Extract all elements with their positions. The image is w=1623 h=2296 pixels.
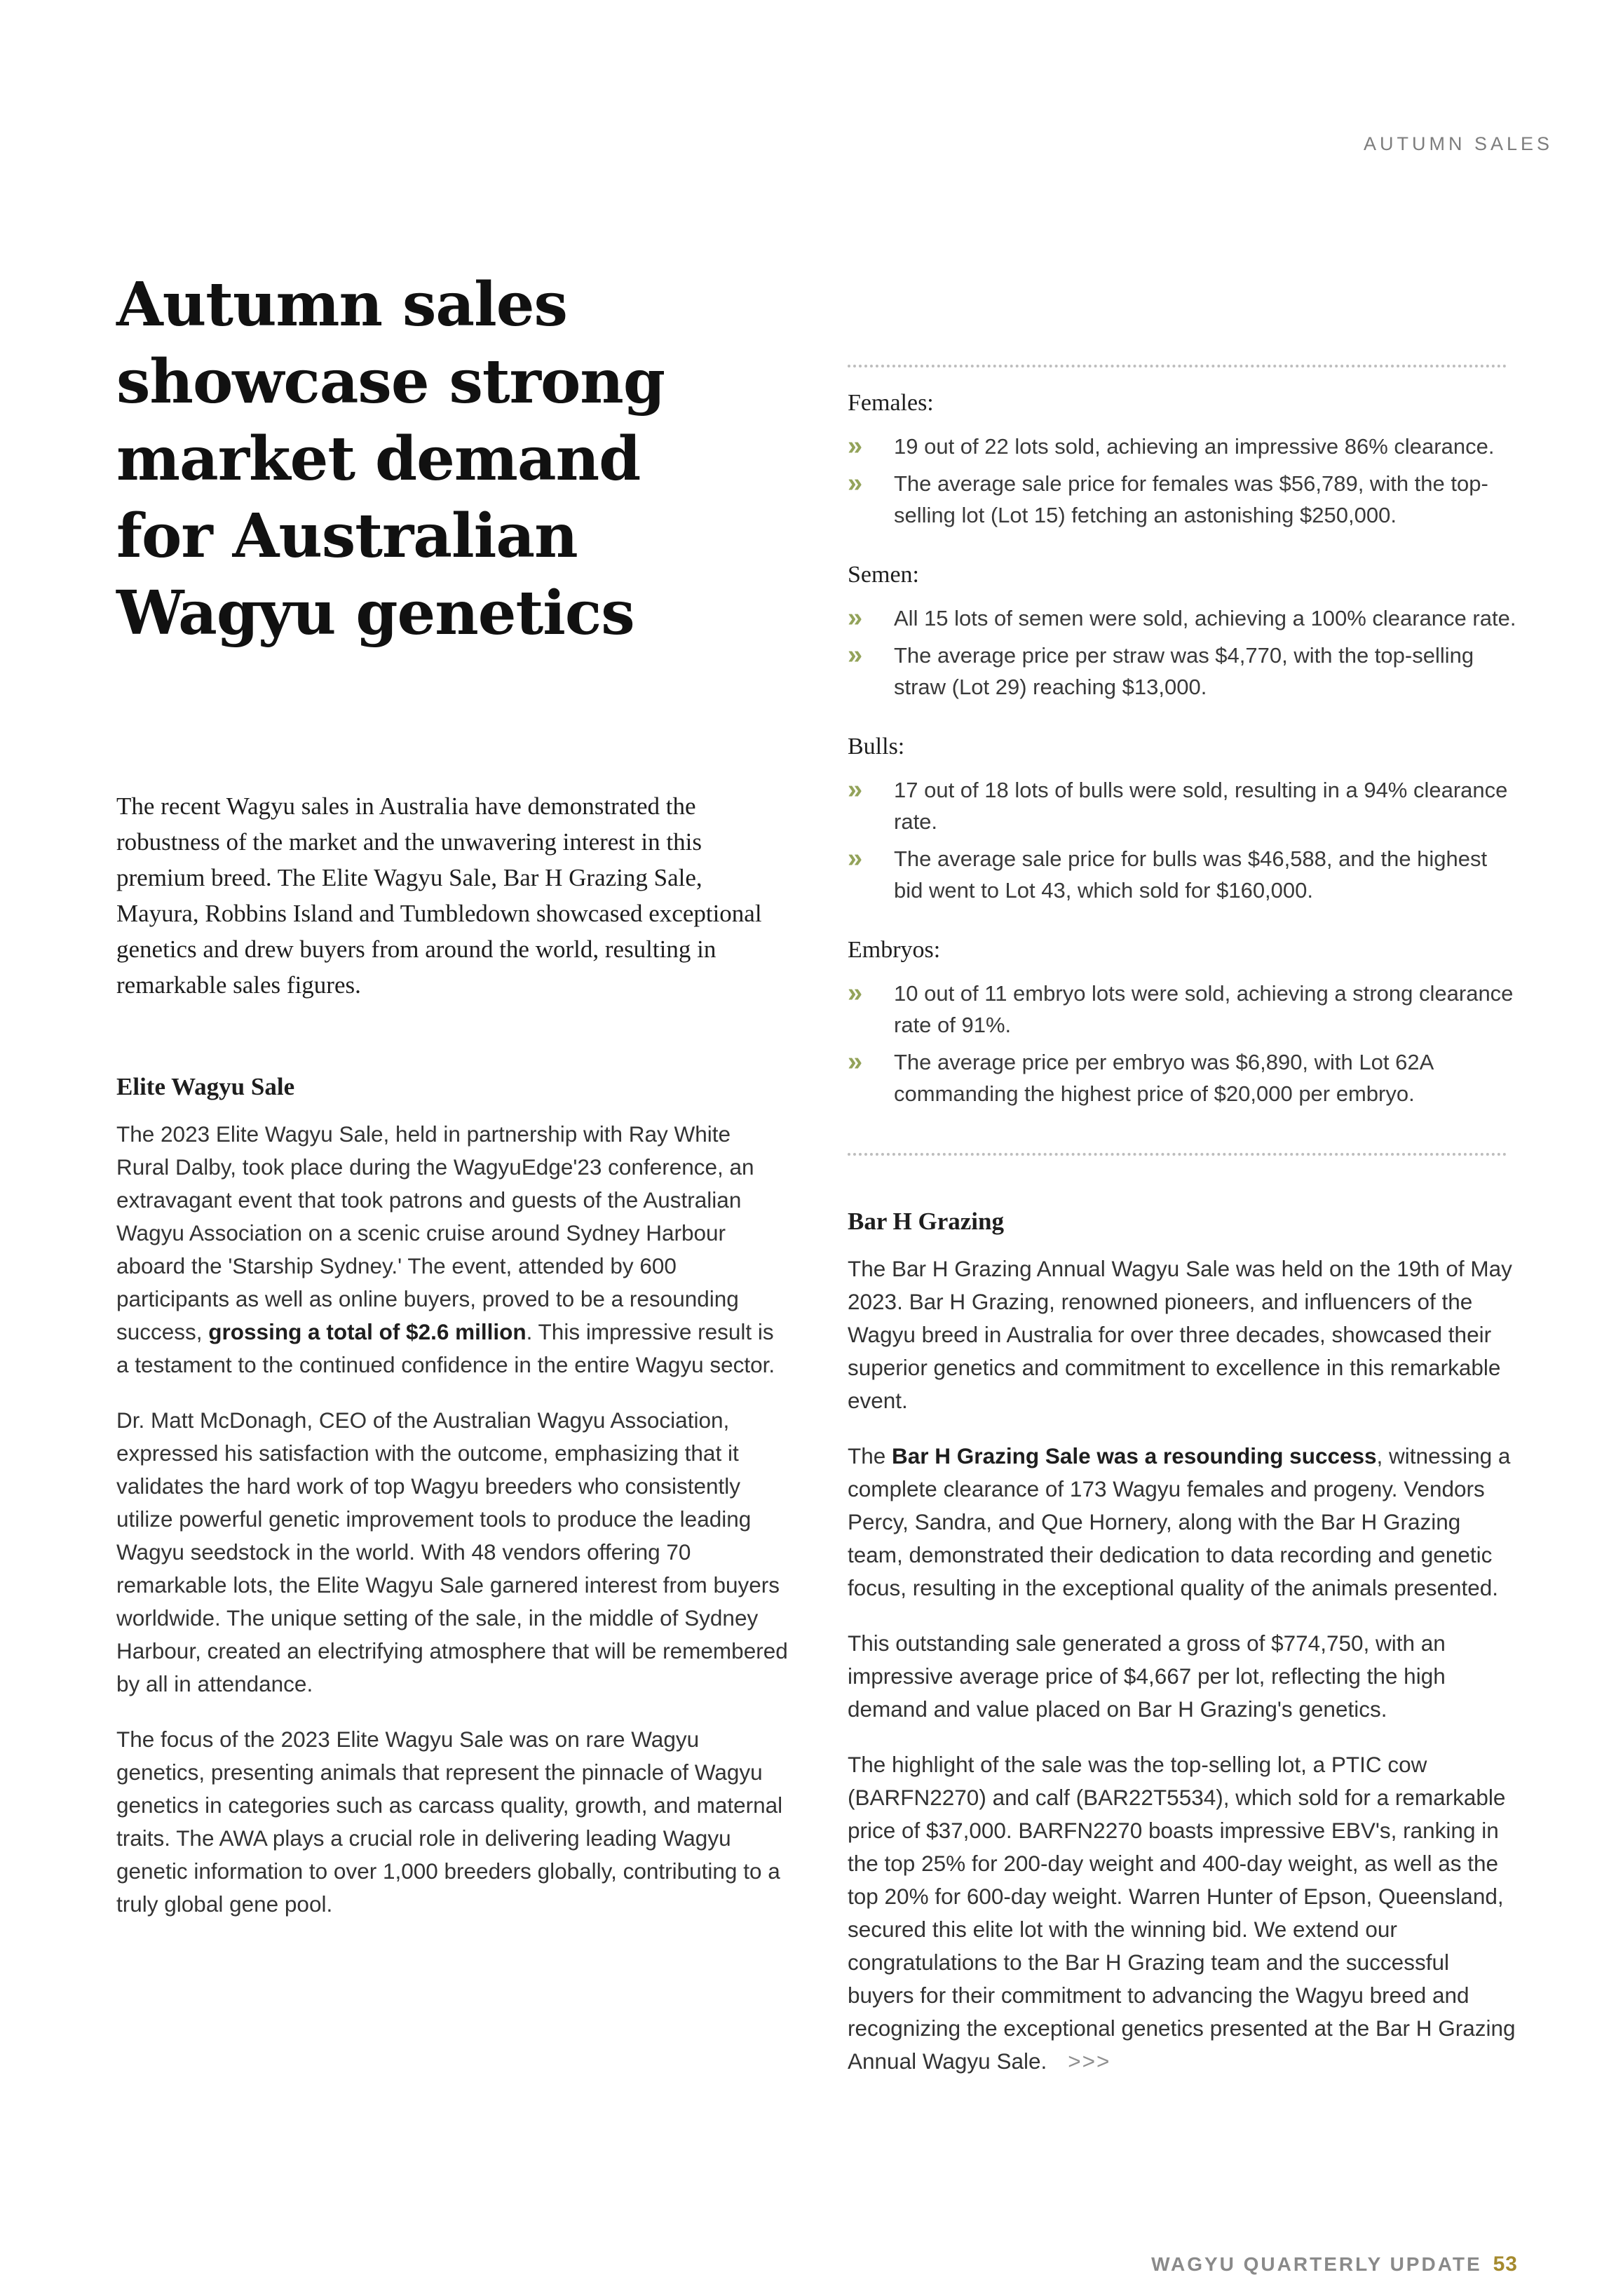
stats-bullet-text: 10 out of 11 embryo lots were sold, achieving a strong clearance rate of 91%. — [894, 981, 1514, 1037]
title-line: for Australian — [116, 501, 578, 572]
stats-bullet-item — [848, 1046, 1521, 1109]
stats-bullet-list — [848, 978, 1521, 1109]
double-chevron-icon: » — [848, 603, 863, 633]
stats-bullet-text: 19 out of 22 lots sold, achieving an impressive 86% clearance. — [894, 434, 1495, 459]
title-line: Wagyu genetics — [116, 578, 634, 649]
elite-p1-text: The 2023 Elite Wagyu Sale, held in partnership with Ray White Rural Dalby, took place during the WagyuEdge'23 conference, an extravagant event that took patrons and guests of the Australian Wagyu Association on a scenic cruise around Sydney Harbour aboard the 'Starship Sydney.' The event, attended by 600 participants as well as online buyers, proved to be a resounding success, — [116, 1121, 754, 1344]
bar-h-paragraph-1: The Bar H Grazing Annual Wagyu Sale was held on the 19th of May 2023. Bar H Grazing, renowned pioneers, and influencers of the Wagyu breed in Australia for over three decades, showcased their superior genetics and commitment to excellence in this remarkable event. — [848, 1256, 1512, 1413]
bar-h-p2-text-end: , witnessing a complete clearance of 173 Wagyu females and progeny. Vendors Percy, Sandra, and Que Hornery, along with the Bar H Grazing team, demonstrated their dedication to data recording and genetic focus, resulting in the exceptional quality of the animals presented. — [848, 1443, 1511, 1600]
stats-bullet-text: The average sale price for females was $56,789, with the top-selling lot (Lot 15) fetching an astonishing $250,000. — [894, 471, 1488, 527]
double-chevron-icon: » — [848, 468, 863, 498]
stats-category-label: Semen: — [848, 562, 919, 588]
continue-arrows-icon: >>> — [1068, 2048, 1111, 2074]
stats-bullet-item — [848, 468, 1521, 531]
page-footer — [1151, 2253, 1518, 2276]
stats-category-label: Embryos: — [848, 937, 941, 963]
stats-bullet-item — [848, 602, 1521, 634]
bar-h-success-highlight: Bar H Grazing Sale was a resounding success — [892, 1443, 1377, 1468]
stats-category-label: Females: — [848, 390, 934, 416]
elite-paragraph-2: Dr. Matt McDonagh, CEO of the Australian Wagyu Association, expressed his satisfaction with the outcome, emphasizing that it validates the hard work of top Wagyu breeders who consistently utilize powerful genetic improvement tools to produce the leading Wagyu seedstock in the world. With 48 vendors offering 70 remarkable lots, the Elite Wagyu Sale garnered interest from buyers worldwide. The unique setting of the sale, in the middle of Sydney Harbour, created an electrifying atmosphere that will be remembered by all in attendance. — [116, 1407, 788, 1696]
stats-bullet-text: The average price per straw was $4,770, with the top-selling straw (Lot 29) reaching $13,000. — [894, 643, 1474, 699]
stats-bullet-list — [848, 774, 1521, 906]
bar-h-paragraph-3: This outstanding sale generated a gross of $774,750, with an impressive average price of $4,667 per lot, reflecting the high demand and value placed on Bar H Grazing's genetics. — [848, 1630, 1446, 1722]
stats-bullet-list — [848, 602, 1521, 703]
double-chevron-icon: » — [848, 978, 863, 1008]
article-title — [116, 266, 789, 652]
bar-h-paragraph-2 — [848, 1440, 1521, 1605]
bar-h-paragraph-4 — [848, 1748, 1521, 2078]
title-line: Autumn sales — [116, 269, 567, 340]
elite-p1-text-end: . This impressive result is a testament to the continued confidence in the entire Wagyu sector. — [116, 1319, 775, 1377]
stats-bullet-item — [848, 843, 1521, 906]
stats-bullet-text: 17 out of 18 lots of bulls were sold, resulting in a 94% clearance rate. — [894, 778, 1508, 834]
stats-bullet-item — [848, 774, 1521, 837]
elite-paragraph-1 — [116, 1118, 789, 1382]
right-column — [848, 365, 1521, 2078]
double-chevron-icon: » — [848, 640, 863, 670]
stats-bullet-item — [848, 978, 1521, 1041]
publication-name: WAGYU QUARTERLY UPDATE — [1151, 2253, 1482, 2275]
double-chevron-icon: » — [848, 431, 863, 461]
title-line: market demand — [116, 424, 641, 494]
elite-sale-heading: Elite Wagyu Sale — [116, 1073, 295, 1100]
bar-h-p4-text: The highlight of the sale was the top-selling lot, a PTIC cow (BARFN2270) and calf (BAR22T5534), which sold for a remarkable price of $37,000. BARFN2270 boasts impressive EBV's, ranking in the top 25% for 200-day weight and 400-day weight, as well as the top 20% for 600-day weight. Warren Hunter of Epson, Queensland, secured this elite lot with the winning bid. We extend our congratulations to the Bar H Grazing team and the successful buyers for their commitment to advancing the Wagyu breed and recognizing the exceptional genetics presented at the Bar H Grazing Annual Wagyu Sale. — [848, 1752, 1516, 2074]
bar-h-heading: Bar H Grazing — [848, 1208, 1004, 1235]
bar-h-p2-text: The — [848, 1443, 892, 1468]
stats-bullet-text: The average price per embryo was $6,890, with Lot 62A commanding the highest price of $20,000 per embryo. — [894, 1050, 1433, 1106]
stats-top-divider — [848, 365, 1507, 367]
stats-bottom-divider — [848, 1153, 1507, 1156]
elite-gross-highlight: grossing a total of $2.6 million — [208, 1319, 527, 1344]
sale-stats-box — [848, 390, 1521, 1109]
double-chevron-icon: » — [848, 775, 863, 804]
stats-bullet-item — [848, 431, 1521, 462]
double-chevron-icon: » — [848, 844, 863, 873]
page-number: 53 — [1493, 2253, 1518, 2276]
stats-category-label: Bulls: — [848, 734, 905, 759]
section-tag: AUTUMN SALES — [1363, 133, 1553, 154]
stats-bullet-text: All 15 lots of semen were sold, achieving a 100% clearance rate. — [894, 606, 1516, 630]
elite-paragraph-3: The focus of the 2023 Elite Wagyu Sale was on rare Wagyu genetics, presenting animals that represent the pinnacle of Wagyu genetics in categories such as carcass quality, growth, and maternal traits. The AWA plays a crucial role in delivering leading Wagyu genetic information to over 1,000 breeders globally, contributing to a truly global gene pool. — [116, 1727, 783, 1917]
left-column — [116, 266, 789, 1921]
stats-bullet-text: The average sale price for bulls was $46,588, and the highest bid went to Lot 43, which sold for $160,000. — [894, 846, 1488, 903]
stats-bullet-item — [848, 640, 1521, 703]
stats-bullet-list — [848, 431, 1521, 531]
title-line: showcase strong — [116, 346, 665, 417]
double-chevron-icon: » — [848, 1047, 863, 1076]
lead-paragraph: The recent Wagyu sales in Australia have demonstrated the robustness of the market and the unwavering interest in this premium breed. The Elite Wagyu Sale, Bar H Grazing Sale, Mayura, Robbins Island and Tumbledown showcased exceptional genetics and drew buyers from around the world, resulting in remarkable sales figures. — [116, 792, 762, 999]
